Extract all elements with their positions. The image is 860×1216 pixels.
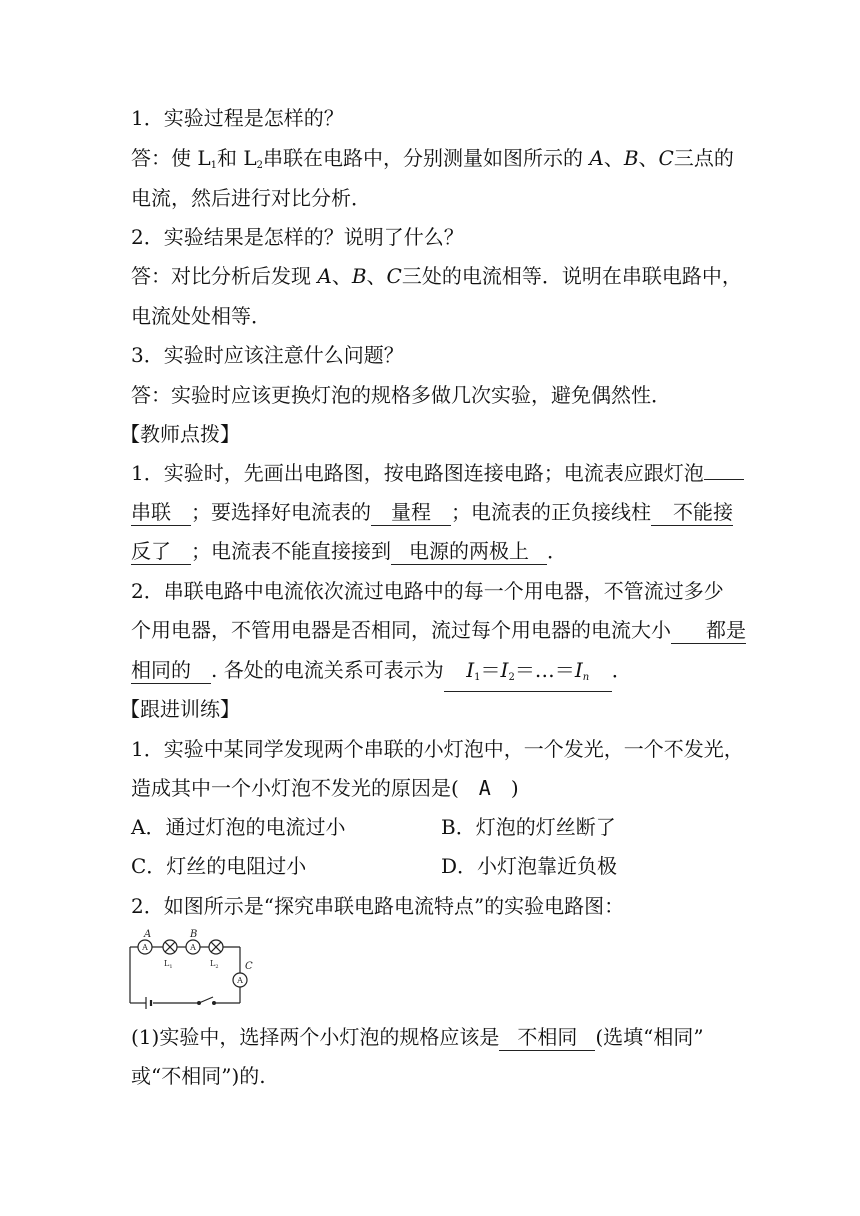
training-sub1-line1 [131,1022,704,1052]
lamp2-subscript: 2 [215,964,219,970]
subscript: 2 [508,672,515,683]
point-c: C [658,146,674,170]
lamp1-subscript: 1 [169,964,173,970]
option-d: D．小灯泡靠近负极 [441,854,618,878]
blank-series: 串联 [131,499,191,526]
separator: 、 [331,264,352,288]
text: (选填“相同” [595,1025,704,1049]
q1-answer-line2: 电流，然后进行对比分析． [131,186,371,210]
point-c: C [386,264,402,288]
blank-series-part1 [704,479,744,480]
training-heading: 【跟进训练】 [120,697,240,721]
ammeter-c-label: A [237,976,243,985]
text: 和 L [217,146,257,170]
text: 造成其中一个小灯泡不发光的原因是( [131,776,459,800]
text: ；电流表的正负接线柱 [451,500,651,524]
formula-symbol: I [466,658,475,682]
text: 1．实验时，先画出电路图，按电路图连接电路；电流表应跟灯泡 [131,461,704,485]
text: (1)实验中，选择两个小灯泡的规格应该是 [131,1025,500,1049]
point-a: A [589,146,604,170]
point-label-a: A [144,929,152,940]
text: 答：对比分析后发现 [131,264,318,288]
q2-answer-line1 [131,261,742,291]
blank-same-part2: 相同的 [131,657,211,684]
blank-formula [444,657,612,692]
text: ；要选择好电流表的 [191,500,371,524]
formula-equals: ＝…＝ [514,658,575,682]
blank-different: 不相同 [499,1024,595,1051]
option-c: C．灯丝的电阻过小 [131,854,307,878]
text: ． [611,658,632,682]
teacher-heading: 【教师点拨】 [120,422,240,446]
ammeter-b-label: A [190,943,196,952]
lamp2-letter: L [210,959,216,968]
subscript: 1 [474,672,481,683]
blank-no-reverse-part1: 不能接 [651,499,733,526]
subscript: 1 [210,160,218,171]
subscript: n [582,672,590,683]
text: 三点的 [673,146,734,170]
teacher-p1-line2 [131,497,733,527]
point-label-c: C [245,961,253,972]
option-b: B．灯泡的灯丝断了 [441,815,616,839]
formula-equals: ＝ [480,658,501,682]
lamp1-label [164,959,173,970]
blank-same-part1: 都是 [671,617,746,644]
separator: 、 [603,146,624,170]
training-t1-line2 [131,773,519,803]
q3-question: 3．实验时应该注意什么问题？ [131,343,404,367]
q2-answer-line2: 电流处处相等． [131,304,271,328]
text: ；电流表不能直接接到 [191,539,391,563]
point-b: B [351,264,367,288]
q3-answer: 答：实验时应该更换灯泡的规格多做几次实验，避免偶然性． [131,383,671,407]
teacher-p2-line3 [131,655,632,685]
blank-range: 量程 [371,499,451,526]
formula-symbol: I [574,658,583,682]
text: ) [510,776,519,800]
text: 串联在电路中，分别测量如图所示的 [263,146,590,170]
text: 三处的电流相等．说明在串联电路中， [401,264,742,288]
blank-no-reverse-part2: 反了 [131,538,191,565]
formula-symbol: I [500,658,509,682]
separator: 、 [366,264,387,288]
circuit-diagram [122,925,254,1015]
lamp1-letter: L [164,959,170,968]
subscript: 2 [256,160,264,171]
answer-choice: A [478,776,491,800]
teacher-p1-line1 [131,458,744,488]
teacher-p2-line1: 2．串联电路中电流依次流过电路中的每一个用电器，不管流过多少 [131,579,724,603]
text: ． [547,539,567,563]
training-t2-line1: 2．如图所示是“探究串联电路电流特点”的实验电路图： [131,894,625,918]
lamp2-label [210,959,219,970]
ammeter-a-label: A [142,943,148,952]
text: . 各处的电流关系可表示为 [211,658,444,682]
text: 答：使 L [131,146,211,170]
teacher-p2-line2 [131,615,746,645]
q1-answer-line1 [131,143,734,173]
q1-question: 1．实验过程是怎样的？ [131,106,344,130]
separator: 、 [638,146,659,170]
text: 个用电器，不管用电器是否相同，流过每个用电器的电流大小 [131,618,671,642]
teacher-p1-line3 [131,536,567,566]
training-t1-line1: 1．实验中某同学发现两个串联的小灯泡中，一个发光，一个不发光， [131,737,744,761]
blank-power-terminals: 电源的两极上 [391,538,547,565]
point-label-b: B [190,929,198,940]
q2-question: 2．实验结果是怎样的？说明了什么？ [131,225,464,249]
point-b: B [623,146,639,170]
option-a: A．通过灯泡的电流过小 [131,815,346,839]
point-a: A [317,264,332,288]
training-sub1-line2: 或“不相同”)的. [131,1064,266,1088]
